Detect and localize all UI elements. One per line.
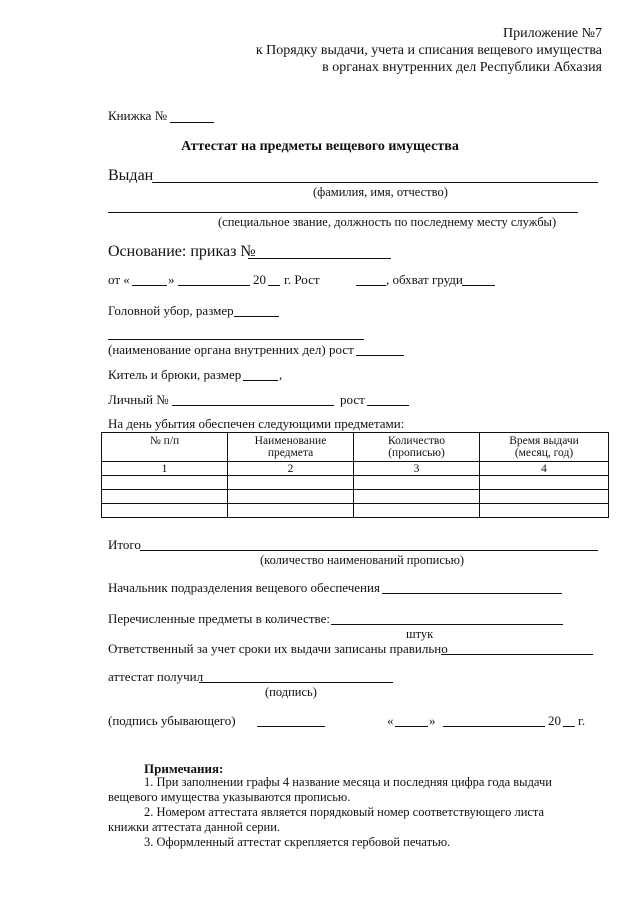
organ-label: (наименование органа внутренних дел) рост	[108, 342, 354, 357]
col-header-issue-time	[480, 433, 609, 462]
height-label: г. Рост	[284, 272, 320, 287]
basis-label: Основание: приказ №	[108, 243, 256, 260]
table-cell[interactable]	[102, 504, 228, 518]
table-cell[interactable]	[480, 504, 609, 518]
notes-title: Примечания:	[144, 761, 224, 776]
col-header-quantity-line1: Количество	[388, 435, 445, 447]
chief-signature-field[interactable]	[382, 593, 562, 594]
signature-month-field[interactable]	[443, 726, 545, 727]
note-2-line-2: книжки аттестата данной серии.	[108, 820, 281, 834]
col-header-number-text: № п/п	[149, 435, 180, 447]
issued-hint-name: (фамилия, имя, отчество)	[313, 185, 448, 199]
book-number-field[interactable]	[170, 122, 214, 123]
table-row	[102, 504, 609, 518]
received-signature-field[interactable]	[199, 682, 393, 683]
jacket-label: Китель и брюки, размер	[108, 367, 242, 382]
received-label: аттестат получил	[108, 669, 204, 684]
departing-signature-field[interactable]	[257, 726, 325, 727]
listed-unit: штук	[406, 627, 434, 641]
table-row	[102, 490, 609, 504]
date-from-label: от «	[108, 272, 130, 287]
book-number-label: Книжка №	[108, 108, 168, 123]
signature-year-field[interactable]	[563, 726, 575, 727]
date-year-prefix: 20	[253, 272, 266, 287]
col-header-name-line2: предмета	[267, 447, 314, 459]
listed-label: Перечисленные предметы в количестве:	[108, 611, 330, 626]
responsible-label: Ответственный за учет сроки их выдачи записаны правильно	[108, 641, 448, 656]
col-header-name-line1: Наименование	[254, 435, 327, 447]
jacket-tail: ,	[279, 367, 283, 382]
chief-label: Начальник подразделения вещевого обеспечения	[108, 580, 380, 595]
departing-signature-label: (подпись убывающего)	[108, 713, 236, 728]
table-cell[interactable]	[354, 476, 480, 490]
col-header-name	[228, 433, 354, 462]
date-month-field[interactable]	[178, 285, 250, 286]
table-cell[interactable]	[354, 490, 480, 504]
note-1-line-2: вещевого имущества указываются прописью.	[108, 790, 351, 804]
col-header-number	[102, 433, 228, 462]
total-hint: (количество наименований прописью)	[260, 553, 465, 567]
personal-height-label: рост	[340, 392, 365, 407]
issued-rank-field[interactable]	[108, 212, 578, 213]
table-cell[interactable]	[354, 504, 480, 518]
table-cell[interactable]	[228, 476, 354, 490]
personal-height-field[interactable]	[367, 405, 409, 406]
signature-year-suffix: г.	[578, 713, 586, 728]
col-number-4: 4	[480, 462, 609, 476]
headwear-size-field[interactable]	[234, 316, 279, 317]
col-number-2: 2	[228, 462, 354, 476]
table-row	[102, 476, 609, 490]
document-title: Аттестат на предметы вещевого имущества	[181, 139, 459, 154]
height-field[interactable]	[356, 285, 386, 286]
signature-quote-open: «	[387, 713, 394, 728]
table-cell[interactable]	[102, 476, 228, 490]
table-cell[interactable]	[480, 490, 609, 504]
table-header-row	[102, 433, 609, 462]
col-header-quantity-line2: (прописью)	[388, 447, 445, 459]
headwear-label: Головной убор, размер	[108, 303, 234, 318]
chest-label: , обхват груди	[386, 272, 463, 287]
total-label: Итого	[108, 537, 141, 552]
table-cell[interactable]	[102, 490, 228, 504]
signature-year-prefix: 20	[548, 713, 561, 728]
date-day-field[interactable]	[132, 285, 167, 286]
jacket-size-field[interactable]	[243, 380, 278, 381]
table-cell[interactable]	[480, 476, 609, 490]
col-header-issue-line2: (месяц, год)	[514, 447, 574, 459]
total-field[interactable]	[140, 550, 598, 551]
table-cell[interactable]	[228, 490, 354, 504]
items-table	[101, 432, 609, 518]
chest-field[interactable]	[462, 285, 495, 286]
received-hint: (подпись)	[265, 685, 317, 699]
col-header-issue-line1: Время выдачи	[509, 435, 579, 447]
organ-name-field[interactable]	[108, 339, 364, 340]
personal-number-label: Личный №	[108, 392, 169, 407]
signature-quote-close: »	[429, 713, 436, 728]
note-3: 3. Оформленный аттестат скрепляется гербовой печатью.	[144, 835, 451, 849]
signature-day-field[interactable]	[395, 726, 428, 727]
note-1-line-1: 1. При заполнении графы 4 название месяца и последняя цифра года выдачи	[144, 775, 552, 789]
note-2-line-1: 2. Номером аттестата является порядковый номер соответствующего листа	[144, 805, 545, 819]
date-quote-close: »	[168, 272, 175, 287]
date-year-field[interactable]	[268, 285, 280, 286]
issued-label: Выдан	[108, 167, 154, 184]
basis-order-field[interactable]	[248, 258, 391, 259]
listed-quantity-field[interactable]	[331, 624, 563, 625]
table-cell[interactable]	[228, 504, 354, 518]
col-number-1: 1	[102, 462, 228, 476]
appendix-line-3: в органах внутренних дел Республики Абхазия	[322, 60, 602, 75]
col-number-3: 3	[354, 462, 480, 476]
issued-hint-rank: (специальное звание, должность по последнему месту службы)	[218, 215, 557, 229]
appendix-number: Приложение №7	[503, 26, 602, 41]
col-header-quantity	[354, 433, 480, 462]
personal-number-field[interactable]	[172, 405, 334, 406]
table-number-row	[102, 462, 609, 476]
responsible-signature-field[interactable]	[441, 654, 593, 655]
organ-height-field[interactable]	[356, 355, 404, 356]
appendix-line-2: к Порядку выдачи, учета и списания вещевого имущества	[255, 43, 602, 58]
provided-label: На день убытия обеспечен следующими предметами:	[108, 416, 405, 431]
issued-name-field[interactable]	[152, 182, 598, 183]
